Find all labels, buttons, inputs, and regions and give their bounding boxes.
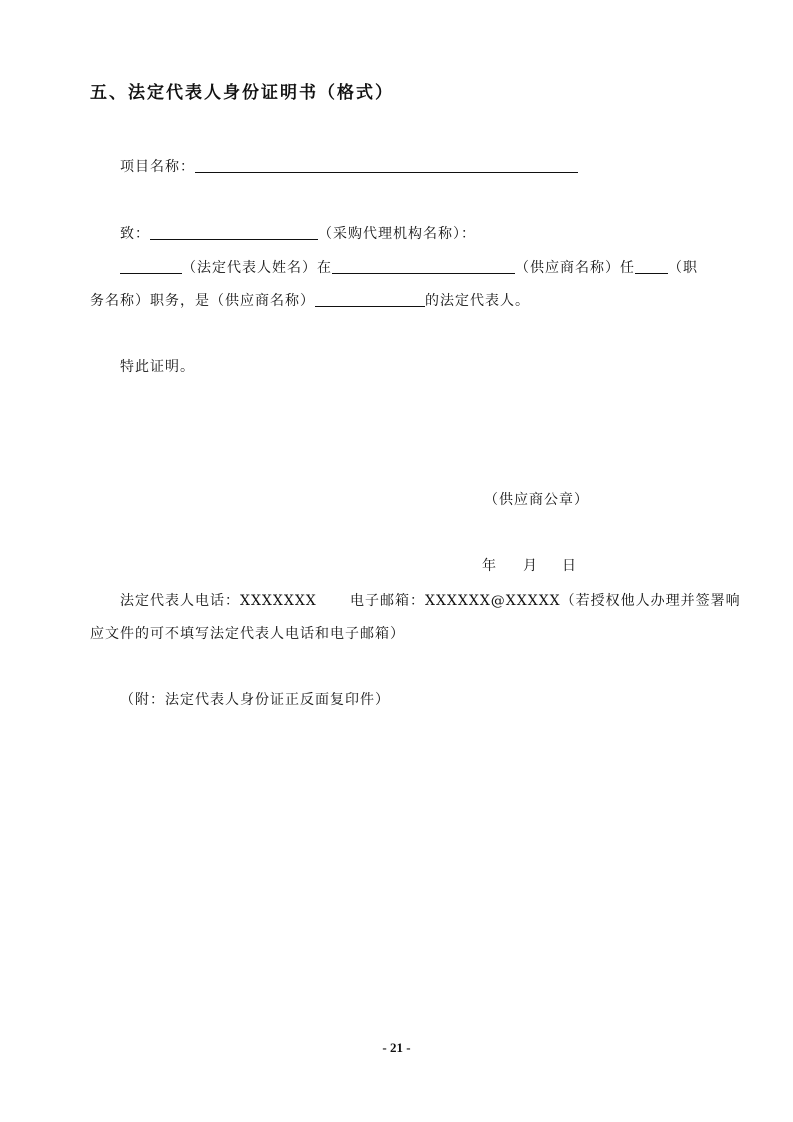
to-label: 致： bbox=[120, 226, 150, 242]
supplier-name-blank-2[interactable] bbox=[315, 290, 425, 307]
agency-note: （采购代理机构名称）： bbox=[318, 226, 476, 242]
supplier-name-note: （供应商名称）任 bbox=[515, 260, 635, 276]
project-name-label: 项目名称： bbox=[120, 159, 195, 175]
project-name-line bbox=[120, 156, 578, 176]
email-note-continued: 应文件的可不填写法定代表人电话和电子邮箱） bbox=[90, 626, 405, 642]
document-heading: 五、法定代表人身份证明书（格式） bbox=[90, 83, 394, 103]
supplier-name-blank[interactable] bbox=[332, 257, 515, 274]
date-year: 年 bbox=[482, 558, 497, 574]
attachment-note: （附：法定代表人身份证正反面复印件） bbox=[120, 692, 390, 708]
rep-line-2 bbox=[90, 290, 530, 310]
legal-rep-suffix: 的法定代表人。 bbox=[425, 293, 530, 309]
seal-label: （供应商公章） bbox=[484, 492, 589, 508]
page-number: - 21 - bbox=[382, 1040, 411, 1055]
certify-text: 特此证明。 bbox=[120, 359, 195, 375]
project-name-blank[interactable] bbox=[195, 156, 578, 173]
rep-name-note: （法定代表人姓名）在 bbox=[182, 260, 332, 276]
phone-label: 法定代表人电话：XXXXXXX bbox=[120, 593, 317, 609]
position-note-1: （职 bbox=[668, 260, 698, 276]
rep-line-1 bbox=[120, 257, 698, 277]
rep-name-blank[interactable] bbox=[120, 257, 182, 274]
position-note-2: 务名称）职务，是（供应商名称） bbox=[90, 293, 315, 309]
addressee-line bbox=[120, 223, 476, 243]
date-day: 日 bbox=[562, 558, 577, 574]
date-month: 月 bbox=[523, 558, 538, 574]
agency-name-blank[interactable] bbox=[150, 223, 318, 240]
email-label: 电子邮箱：XXXXXX@XXXXX（若授权他人办理并签署响 bbox=[350, 593, 741, 609]
position-blank[interactable] bbox=[635, 257, 668, 274]
